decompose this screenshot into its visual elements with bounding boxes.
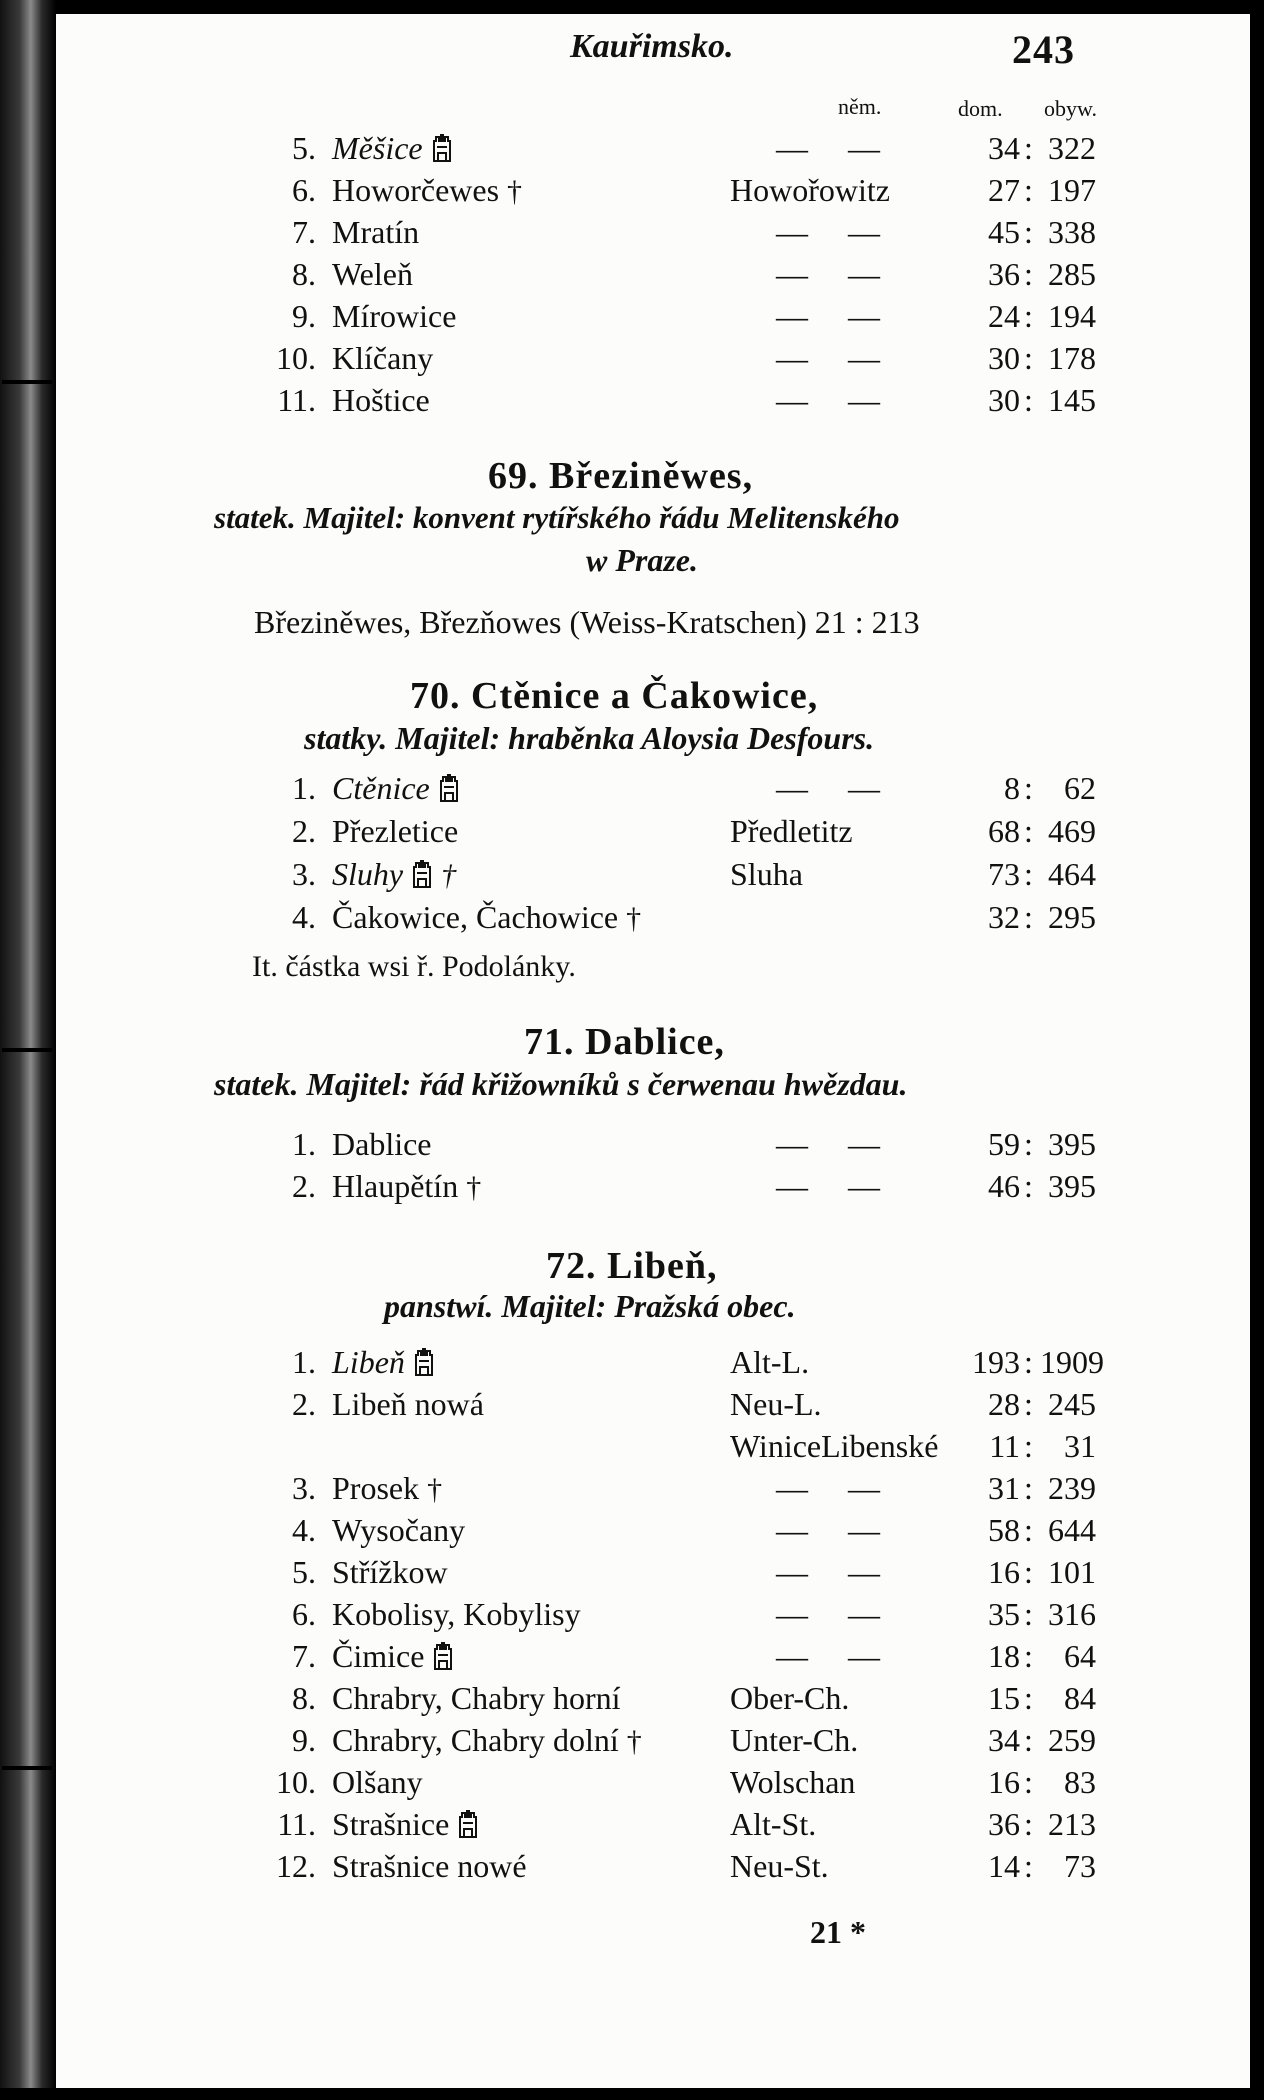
row-number: 5.: [292, 1554, 316, 1590]
colon-separator: :: [1024, 1126, 1033, 1162]
village-name-text: Prosek: [332, 1470, 420, 1506]
colon-separator: :: [1024, 130, 1033, 166]
village-name-text: Chrabry, Chabry horní: [332, 1680, 621, 1716]
castle-icon: [411, 859, 433, 889]
dash-mark: —: [776, 1554, 808, 1590]
houses-count: 73: [988, 856, 1020, 892]
cross-icon: †: [466, 1171, 482, 1204]
colon-separator: :: [1024, 214, 1033, 250]
village-name-text: Čakowice, Čachowice: [332, 899, 619, 935]
village-name: [332, 1722, 642, 1759]
row-number: 12.: [276, 1848, 316, 1884]
row-number: 2.: [292, 1168, 316, 1204]
table-row: [0, 298, 1264, 340]
row-number: 7.: [292, 1638, 316, 1674]
top-edge: [0, 0, 1264, 14]
section-heading-70: 70. Ctěnice a Čakowice,: [410, 675, 819, 717]
village-name-text: Mírowice: [332, 298, 457, 334]
dash-mark: —: [848, 382, 880, 418]
houses-count: 36: [988, 1806, 1020, 1842]
page-number: 243: [1012, 27, 1075, 72]
houses-count: 18: [988, 1638, 1020, 1674]
inhabitants-count: 469: [1048, 813, 1096, 849]
village-name-text: Přezletice: [332, 813, 459, 849]
village-name: [332, 1512, 465, 1549]
inhabitants-count: 73: [1064, 1848, 1096, 1884]
houses-count: 30: [988, 382, 1020, 418]
colon-separator: :: [1024, 382, 1033, 418]
village-name-text: Olšany: [332, 1764, 423, 1800]
village-name: [332, 1554, 448, 1591]
table-row: [0, 1386, 1264, 1428]
houses-count: 59: [988, 1126, 1020, 1162]
bottom-edge: [0, 2088, 1264, 2100]
village-name: [332, 899, 641, 936]
village-name: [332, 813, 458, 850]
village-name-text: Klíčany: [332, 340, 434, 376]
colon-separator: :: [1024, 1596, 1033, 1632]
note-70: It. částka wsi ř. Podolánky.: [252, 950, 576, 983]
village-name-text: Kobolisy, Kobylisy: [332, 1596, 581, 1632]
colon-separator: :: [1024, 1512, 1033, 1548]
signature-mark: 21 *: [810, 1914, 866, 1950]
village-name: [332, 172, 522, 209]
table-row: [0, 1806, 1264, 1848]
village-name: [332, 1126, 432, 1163]
village-name-text: Hlaupětín: [332, 1168, 459, 1204]
colon-separator: :: [1024, 1428, 1033, 1464]
colon-separator: :: [1024, 1638, 1033, 1674]
colon-separator: :: [1024, 1806, 1033, 1842]
houses-count: 16: [988, 1554, 1020, 1590]
section-heading-71: 71. Dablice,: [524, 1021, 725, 1063]
colon-separator: :: [1024, 256, 1033, 292]
houses-count: 32: [988, 899, 1020, 935]
colon-separator: :: [1024, 298, 1033, 334]
colon-separator: :: [1024, 1344, 1033, 1380]
village-name-text: Howorčewes: [332, 172, 500, 208]
village-name: [332, 382, 430, 419]
row-number: 2.: [292, 813, 316, 849]
village-name: [332, 1344, 435, 1381]
row-number: 6.: [292, 1596, 316, 1632]
german-name: Alt-St.: [730, 1806, 817, 1842]
village-name-text: Weleň: [332, 256, 413, 292]
colon-separator: :: [1024, 1470, 1033, 1506]
inhabitants-count: 295: [1048, 899, 1096, 935]
colon-separator: :: [1024, 1722, 1033, 1758]
village-name: [332, 770, 460, 807]
dash-mark: —: [848, 1470, 880, 1506]
inhabitants-count: 322: [1048, 130, 1096, 166]
village-name-text: Hoštice: [332, 382, 430, 418]
dash-mark: —: [848, 340, 880, 376]
inhabitants-count: 239: [1048, 1470, 1096, 1506]
row-number: 11.: [277, 382, 316, 418]
owner-line-70: statky. Majitel: hraběnka Aloysia Desfours.: [304, 720, 875, 756]
dash-mark: —: [776, 130, 808, 166]
village-name-text: Měšice: [332, 130, 423, 166]
colon-separator: :: [1024, 856, 1033, 892]
inhabitants-count: 285: [1048, 256, 1096, 292]
row-number: 2.: [292, 1386, 316, 1422]
section-heading-69: 69. Březiněwes,: [488, 455, 754, 497]
inhabitants-count: 178: [1048, 340, 1096, 376]
village-name-text: Dablice: [332, 1126, 432, 1162]
inhabitants-count: 395: [1048, 1126, 1096, 1162]
village-name: [332, 856, 456, 893]
german-name: Unter-Ch.: [730, 1722, 859, 1758]
houses-count: 30: [988, 340, 1020, 376]
inhabitants-count: 84: [1064, 1680, 1096, 1716]
village-name-text: Wysočany: [332, 1512, 466, 1548]
inhabitants-count: 1909: [1040, 1344, 1104, 1380]
dash-mark: —: [848, 1512, 880, 1548]
houses-count: 27: [988, 172, 1020, 208]
dash-mark: —: [848, 1126, 880, 1162]
german-name: Ober-Ch.: [730, 1680, 850, 1716]
village-name: [332, 256, 413, 293]
column-head-dom: dom.: [958, 96, 1003, 121]
houses-count: 193: [972, 1344, 1020, 1380]
cross-icon: †: [626, 902, 642, 935]
table-row: [0, 340, 1264, 382]
row-number: 4.: [292, 1512, 316, 1548]
village-name: [332, 130, 453, 167]
houses-count: 46: [988, 1168, 1020, 1204]
village-name: [332, 214, 419, 251]
colon-separator: :: [1024, 1168, 1033, 1204]
colon-separator: :: [1024, 172, 1033, 208]
castle-icon: [432, 1641, 454, 1671]
village-name: [332, 298, 456, 335]
row-number: 9.: [292, 298, 316, 334]
inhabitants-count: 316: [1048, 1596, 1096, 1632]
castle-icon: [431, 133, 453, 163]
village-name: [332, 1806, 479, 1843]
cross-icon: †: [626, 1725, 642, 1758]
village-name-text: Mratín: [332, 214, 420, 250]
inhabitants-count: 395: [1048, 1168, 1096, 1204]
owner-line-72: panstwí. Majitel: Pražská obec.: [384, 1288, 796, 1324]
table-row: [0, 1764, 1264, 1806]
owner-line-69b: w Praze.: [586, 542, 698, 578]
dash-mark: —: [848, 256, 880, 292]
row-number: 8.: [292, 256, 316, 292]
running-title: Kauřimsko.: [570, 28, 734, 65]
row-number: 1.: [292, 1344, 316, 1380]
inhabitants-count: 64: [1064, 1638, 1096, 1674]
table-row: [0, 1596, 1264, 1638]
colon-separator: :: [1024, 340, 1033, 376]
german-name: Neu-St.: [730, 1848, 829, 1884]
table-row: [0, 1848, 1264, 1890]
inhabitants-count: 644: [1048, 1512, 1096, 1548]
cross-icon: †: [441, 859, 457, 892]
owner-line-71: statek. Majitel: řád křižowníků s čerwenau hwězdau.: [214, 1066, 908, 1102]
row-number: 5.: [292, 130, 316, 166]
village-name-text: Libeň: [332, 1344, 405, 1380]
houses-count: 14: [988, 1848, 1020, 1884]
houses-count: 34: [988, 1722, 1020, 1758]
houses-count: 11: [989, 1428, 1020, 1464]
german-name: Předletitz: [730, 813, 853, 849]
colon-separator: :: [1024, 770, 1033, 806]
inhabitants-count: 197: [1048, 172, 1096, 208]
row-number: 11.: [277, 1806, 316, 1842]
village-name-text: Sluhy: [332, 856, 404, 892]
village-name: [332, 1638, 454, 1675]
houses-count: 31: [988, 1470, 1020, 1506]
village-name: [332, 1596, 581, 1633]
houses-count: 36: [988, 256, 1020, 292]
inhabitants-count: 83: [1064, 1764, 1096, 1800]
dash-mark: —: [776, 256, 808, 292]
row-number: 10.: [276, 1764, 316, 1800]
table-row: [0, 1638, 1264, 1680]
village-name: [332, 1680, 621, 1717]
dash-mark: —: [848, 1596, 880, 1632]
dash-mark: —: [776, 382, 808, 418]
village-name-text: Strašnice: [332, 1806, 450, 1842]
inhabitants-count: 213: [1048, 1806, 1096, 1842]
village-name: [332, 340, 433, 377]
village-name: [332, 1386, 484, 1423]
table-row: [0, 1680, 1264, 1722]
dash-mark: —: [776, 340, 808, 376]
dash-mark: —: [776, 1596, 808, 1632]
dash-mark: —: [776, 1126, 808, 1162]
spine-stitch: [2, 1048, 52, 1052]
village-name: [332, 1764, 423, 1801]
inhabitants-count: 245: [1048, 1386, 1096, 1422]
dash-mark: —: [848, 130, 880, 166]
row-number: 10.: [276, 340, 316, 376]
colon-separator: :: [1024, 1680, 1033, 1716]
row-number: 7.: [292, 214, 316, 250]
village-name-text: Čimice: [332, 1638, 425, 1674]
table-row: [0, 1554, 1264, 1596]
castle-icon: [438, 773, 460, 803]
houses-count: 45: [988, 214, 1020, 250]
dash-mark: —: [848, 298, 880, 334]
inhabitants-count: 338: [1048, 214, 1096, 250]
german-name: Howořowitz: [730, 172, 890, 208]
castle-icon: [413, 1347, 435, 1377]
dash-mark: —: [848, 214, 880, 250]
houses-count: 16: [988, 1764, 1020, 1800]
table-row: [0, 1428, 1264, 1470]
village-name-text: Libeň nowá: [332, 1386, 484, 1422]
table-row: [0, 1470, 1264, 1512]
colon-separator: :: [1024, 1554, 1033, 1590]
table-row: [0, 899, 1264, 941]
column-head-obyw: obyw.: [1044, 96, 1097, 121]
village-name-text: Strašnice nowé: [332, 1848, 527, 1884]
colon-separator: :: [1024, 899, 1033, 935]
houses-count: 28: [988, 1386, 1020, 1422]
dash-mark: —: [848, 1168, 880, 1204]
german-name: Neu-L.: [730, 1386, 822, 1422]
colon-separator: :: [1024, 1848, 1033, 1884]
dash-mark: —: [776, 298, 808, 334]
village-name: [332, 1168, 481, 1205]
houses-count: 8: [1004, 770, 1020, 806]
german-name: Sluha: [730, 856, 803, 892]
castle-icon: [457, 1809, 479, 1839]
inhabitants-count: 194: [1048, 298, 1096, 334]
colon-separator: :: [1024, 1386, 1033, 1422]
houses-count: 35: [988, 1596, 1020, 1632]
table-row: [0, 1168, 1264, 1210]
houses-count: 15: [988, 1680, 1020, 1716]
german-name: Alt-L.: [730, 1344, 810, 1380]
row-number: 1.: [292, 1126, 316, 1162]
table-row: [0, 1512, 1264, 1554]
houses-count: 24: [988, 298, 1020, 334]
colon-separator: :: [1024, 813, 1033, 849]
houses-count: 68: [988, 813, 1020, 849]
village-name: [332, 1470, 442, 1507]
row-number: 3.: [292, 856, 316, 892]
inhabitants-count: 464: [1048, 856, 1096, 892]
row-number: 6.: [292, 172, 316, 208]
cross-icon: †: [507, 175, 523, 208]
row-number: 3.: [292, 1470, 316, 1506]
inhabitants-count: 62: [1064, 770, 1096, 806]
village-name: [332, 1848, 527, 1885]
section-heading-72: 72. Libeň,: [546, 1245, 718, 1287]
german-name: WiniceLibenské: [730, 1428, 939, 1464]
village-name-text: Chrabry, Chabry dolní: [332, 1722, 619, 1758]
dash-mark: —: [776, 770, 808, 806]
table-row: [0, 1344, 1264, 1386]
row-number: 8.: [292, 1680, 316, 1716]
table-row: [0, 856, 1264, 898]
inhabitants-count: 101: [1048, 1554, 1096, 1590]
table-row: [0, 214, 1264, 256]
table-row: [0, 172, 1264, 214]
german-name: Wolschan: [730, 1764, 856, 1800]
dash-mark: —: [776, 1470, 808, 1506]
column-head-nem: něm.: [838, 94, 882, 119]
table-row: [0, 130, 1264, 172]
row-number: 4.: [292, 899, 316, 935]
table-row: [0, 813, 1264, 855]
inhabitants-count: 259: [1048, 1722, 1096, 1758]
table-row: [0, 1722, 1264, 1764]
table-row: [0, 382, 1264, 424]
row-number: 9.: [292, 1722, 316, 1758]
houses-count: 34: [988, 130, 1020, 166]
dash-mark: —: [776, 1512, 808, 1548]
dash-mark: —: [848, 1554, 880, 1590]
houses-count: 58: [988, 1512, 1020, 1548]
colon-separator: :: [1024, 1764, 1033, 1800]
inhabitants-count: 31: [1064, 1428, 1096, 1464]
table-row: [0, 1126, 1264, 1168]
owner-line-69: statek. Majitel: konvent rytířského řádu Melitenského: [214, 500, 900, 535]
inhabitants-count: 145: [1048, 382, 1096, 418]
dash-mark: —: [848, 770, 880, 806]
dash-mark: —: [776, 214, 808, 250]
row-number: 1.: [292, 770, 316, 806]
table-row: [0, 770, 1264, 812]
village-name-text: Ctěnice: [332, 770, 430, 806]
village-name-text: Střížkow: [332, 1554, 448, 1590]
cross-icon: †: [427, 1473, 443, 1506]
dash-mark: —: [776, 1168, 808, 1204]
dash-mark: —: [848, 1638, 880, 1674]
village-line-69: Březiněwes, Březňowes (Weiss-Kratschen) 21 : 213: [254, 604, 920, 640]
table-row: [0, 256, 1264, 298]
dash-mark: —: [776, 1638, 808, 1674]
